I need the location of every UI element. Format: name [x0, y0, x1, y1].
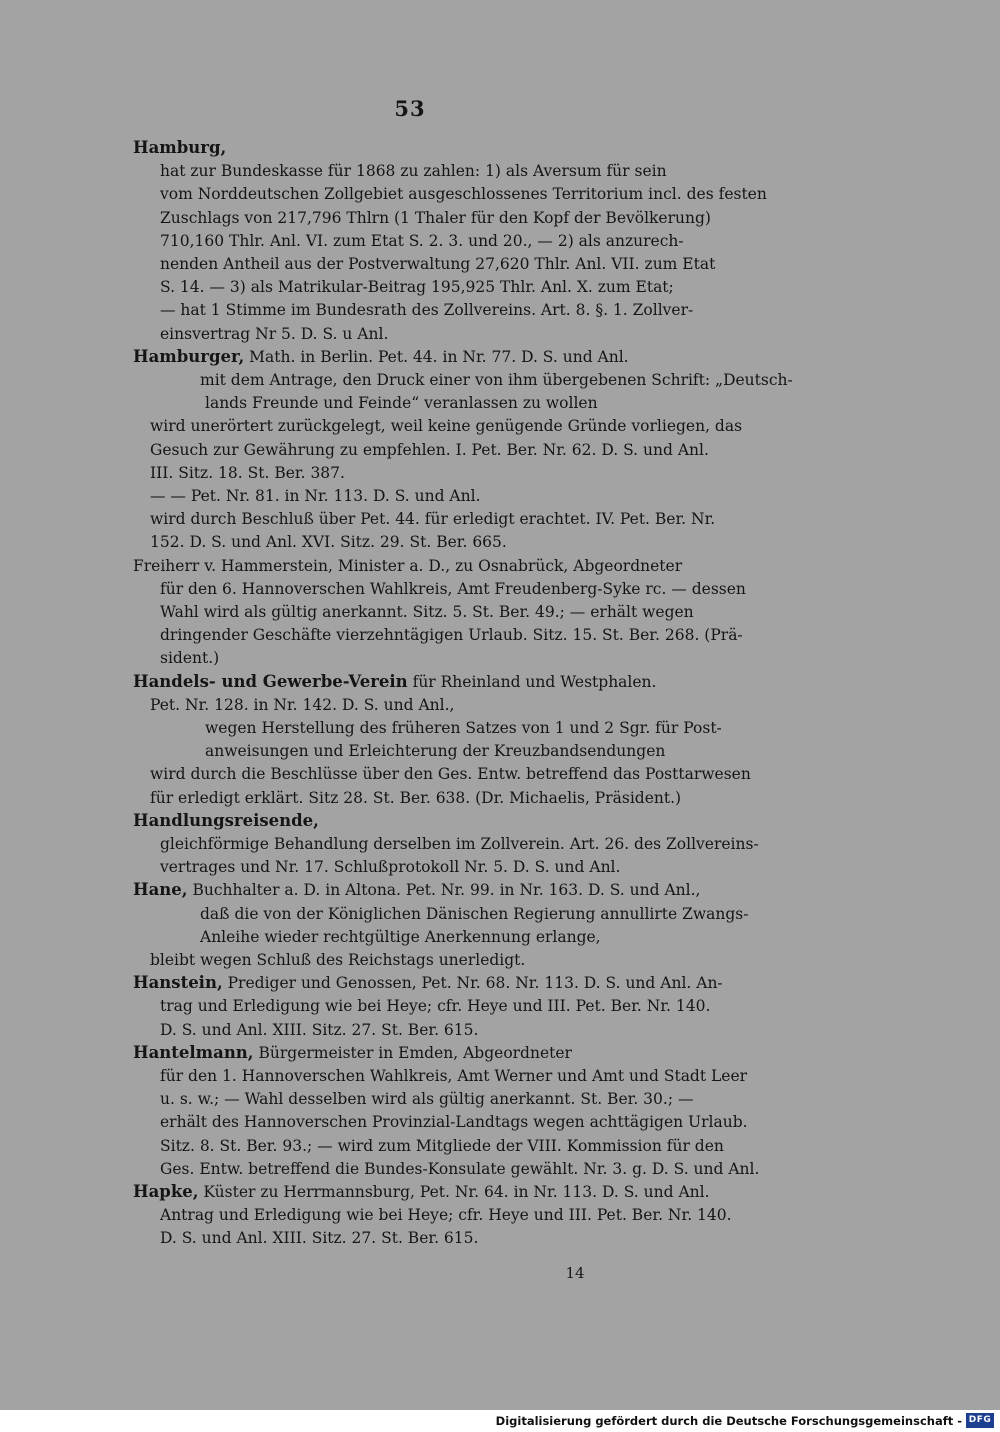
entry-text: Anleihe wieder rechtgültige Anerkennung erlange,: [200, 928, 601, 946]
entry-keyword: Hane,: [133, 880, 188, 899]
entry-text: Math. in Berlin. Pet. 44. in Nr. 77. D. S. und Anl.: [244, 348, 629, 366]
entry-text: vertrages und Nr. 17. Schlußprotokoll Nr. 5. D. S. und Anl.: [160, 858, 621, 876]
entry-text: wird durch Beschluß über Pet. 44. für erledigt erachtet. IV. Pet. Ber. Nr.: [150, 510, 716, 528]
entry-text: D. S. und Anl. XIII. Sitz. 27. St. Ber. 615.: [160, 1021, 479, 1039]
entry-text: für erledigt erklärt. Sitz 28. St. Ber. 638. (Dr. Michaelis, Präsident.): [150, 789, 682, 807]
entry-text: — — Pet. Nr. 81. in Nr. 113. D. S. und Anl.: [150, 487, 481, 505]
entry-text: Freiherr v. Hammerstein, Minister a. D., zu Osnabrück, Abgeordneter: [133, 557, 683, 575]
entry-text: Küster zu Herrmannsburg, Pet. Nr. 64. in Nr. 113. D. S. und Anl.: [198, 1183, 710, 1201]
page-number: 53: [394, 96, 426, 121]
entry-text: mit dem Antrage, den Druck einer von ihm übergebenen Schrift: „Deutsch-: [200, 371, 793, 389]
entry-keyword: Hamburg,: [133, 138, 227, 157]
entry-heading-line: [133, 1043, 572, 1063]
entry-text-line: [150, 950, 525, 970]
entry-text: gleichförmige Behandlung derselben im Zollverein. Art. 26. des Zollvereins-: [160, 835, 759, 853]
entry-text: wegen Herstellung des früheren Satzes von 1 und 2 Sgr. für Post-: [205, 719, 722, 737]
entry-text: für Rheinland und Westphalen.: [407, 673, 657, 691]
entry-heading-line: [133, 1182, 710, 1202]
entry-text-line: [160, 1112, 748, 1132]
entry-text: D. S. und Anl. XIII. Sitz. 27. St. Ber. 615.: [160, 1229, 479, 1247]
entry-text-line: [160, 161, 667, 181]
entry-text-line: [200, 904, 748, 924]
entry-text-line: [150, 463, 345, 483]
entry-text: Ges. Entw. betreffend die Bundes-Konsulate gewählt. Nr. 3. g. D. S. und Anl.: [160, 1160, 760, 1178]
entry-text: Zuschlags von 217,796 Thlrn (1 Thaler für den Kopf der Bevölkerung): [160, 209, 711, 227]
entry-text-line: [205, 718, 722, 738]
entry-text-line: [160, 834, 759, 854]
entry-heading-line: [133, 138, 226, 158]
entry-text-line: [160, 625, 743, 645]
entry-keyword: Handlungsreisende,: [133, 811, 319, 830]
entry-text-line: [205, 393, 598, 413]
entry-text-line: [160, 254, 715, 274]
entry-text: 152. D. S. und Anl. XVI. Sitz. 29. St. Ber. 665.: [150, 533, 507, 551]
entry-text-line: [205, 741, 665, 761]
entry-heading-line: [133, 880, 700, 900]
entry-text-line: [160, 231, 684, 251]
entry-text: Sitz. 8. St. Ber. 93.; — wird zum Mitgliede der VIII. Kommission für den: [160, 1137, 724, 1155]
entry-keyword: Hapke,: [133, 1182, 199, 1201]
entry-text: bleibt wegen Schluß des Reichstags unerledigt.: [150, 951, 526, 969]
entry-text-line: [160, 1205, 732, 1225]
entry-text: trag und Erledigung wie bei Heye; cfr. Heye und III. Pet. Ber. Nr. 140.: [160, 997, 711, 1015]
entry-heading-line: [133, 347, 629, 367]
entry-text: daß die von der Königlichen Dänischen Regierung annullirte Zwangs-: [200, 905, 749, 923]
entry-heading-line: [133, 973, 723, 993]
entry-keyword: Hamburger,: [133, 347, 245, 366]
entry-text-line: [160, 300, 693, 320]
entry-text-line: [160, 996, 710, 1016]
entry-text-line: [150, 788, 681, 808]
entry-text-line: [160, 1089, 693, 1109]
entry-text: — hat 1 Stimme im Bundesrath des Zollvereins. Art. 8. §. 1. Zollver-: [160, 301, 694, 319]
entry-text: für den 1. Hannoverschen Wahlkreis, Amt Werner und Amt und Stadt Leer: [160, 1067, 748, 1085]
entry-text: Pet. Nr. 128. in Nr. 142. D. S. und Anl.,: [150, 696, 455, 714]
entry-text: Bürgermeister in Emden, Abgeordneter: [253, 1044, 572, 1062]
entry-text-line: [200, 370, 793, 390]
entry-text: Wahl wird als gültig anerkannt. Sitz. 5. St. Ber. 49.; — erhält wegen: [160, 603, 694, 621]
entry-text-line: [160, 1136, 724, 1156]
entry-text-line: [150, 532, 507, 552]
entry-text: nenden Antheil aus der Postverwaltung 27,620 Thlr. Anl. VII. zum Etat: [160, 255, 716, 273]
entry-keyword: Hantelmann,: [133, 1043, 254, 1062]
entry-text: 710,160 Thlr. Anl. VI. zum Etat S. 2. 3. und 20., — 2) als anzurech-: [160, 232, 684, 250]
dfg-logo: DFG: [966, 1413, 994, 1428]
entry-text-line: [160, 857, 620, 877]
entry-text-line: [150, 509, 715, 529]
entry-text: vom Norddeutschen Zollgebiet ausgeschlossenes Territorium incl. des festen: [160, 185, 767, 203]
entry-text: Prediger und Genossen, Pet. Nr. 68. Nr. 113. D. S. und Anl. An-: [222, 974, 723, 992]
entry-text-line: [160, 648, 219, 668]
entry-text-line: [160, 1228, 478, 1248]
entry-keyword: Handels- und Gewerbe-Verein: [133, 672, 408, 691]
entry-text: lands Freunde und Feinde“ veranlassen zu wollen: [205, 394, 598, 412]
entry-text-line: [200, 927, 601, 947]
entry-text-line: [160, 277, 674, 297]
entry-text-line: [133, 556, 682, 576]
entry-text: Gesuch zur Gewährung zu empfehlen. I. Pet. Ber. Nr. 62. D. S. und Anl.: [150, 441, 709, 459]
entry-text-line: [150, 695, 454, 715]
entry-text-line: [160, 602, 694, 622]
entry-text: erhält des Hannoverschen Provinzial-Landtags wegen achttägigen Urlaub.: [160, 1113, 748, 1131]
entry-text-line: [160, 324, 388, 344]
entry-text-line: [160, 1020, 478, 1040]
entry-text-line: [160, 1066, 747, 1086]
entry-keyword: Hanstein,: [133, 973, 223, 992]
entry-text: anweisungen und Erleichterung der Kreuzbandsendungen: [205, 742, 666, 760]
entry-heading-line: [133, 672, 656, 692]
entry-text-line: [150, 416, 742, 436]
entry-text: Buchhalter a. D. in Altona. Pet. Nr. 99. in Nr. 163. D. S. und Anl.,: [187, 881, 701, 899]
entry-text: einsvertrag Nr 5. D. S. u Anl.: [160, 325, 389, 343]
entry-text: S. 14. — 3) als Matrikular-Beitrag 195,925 Thlr. Anl. X. zum Etat;: [160, 278, 674, 296]
entry-text: wird unerörtert zurückgelegt, weil keine genügende Gründe vorliegen, das: [150, 417, 743, 435]
entry-text-line: [150, 764, 751, 784]
entry-text: für den 6. Hannoverschen Wahlkreis, Amt Freudenberg-Syke rc. — dessen: [160, 580, 746, 598]
entry-text: III. Sitz. 18. St. Ber. 387.: [150, 464, 345, 482]
entry-text: Antrag und Erledigung wie bei Heye; cfr. Heye und III. Pet. Ber. Nr. 140.: [160, 1206, 732, 1224]
entry-text-line: [160, 208, 711, 228]
sheet-signature: 14: [565, 1264, 585, 1282]
entry-heading-line: [133, 811, 319, 831]
entry-text-line: [160, 184, 767, 204]
footer-bar: [0, 1410, 1000, 1432]
entry-text-line: [150, 486, 481, 506]
entry-text-line: [160, 1159, 759, 1179]
entry-text: u. s. w.; — Wahl desselben wird als gültig anerkannt. St. Ber. 30.; —: [160, 1090, 694, 1108]
funding-notice: Digitalisierung gefördert durch die Deutsche Forschungsgemeinschaft -: [495, 1414, 962, 1428]
entry-text: dringender Geschäfte vierzehntägigen Urlaub. Sitz. 15. St. Ber. 268. (Prä-: [160, 626, 743, 644]
entry-text-line: [160, 579, 746, 599]
entry-text-line: [150, 440, 709, 460]
entry-text: hat zur Bundeskasse für 1868 zu zahlen: 1) als Aversum für sein: [160, 162, 667, 180]
entry-text: wird durch die Beschlüsse über den Ges. Entw. betreffend das Posttarwesen: [150, 765, 751, 783]
entry-text: sident.): [160, 649, 220, 667]
